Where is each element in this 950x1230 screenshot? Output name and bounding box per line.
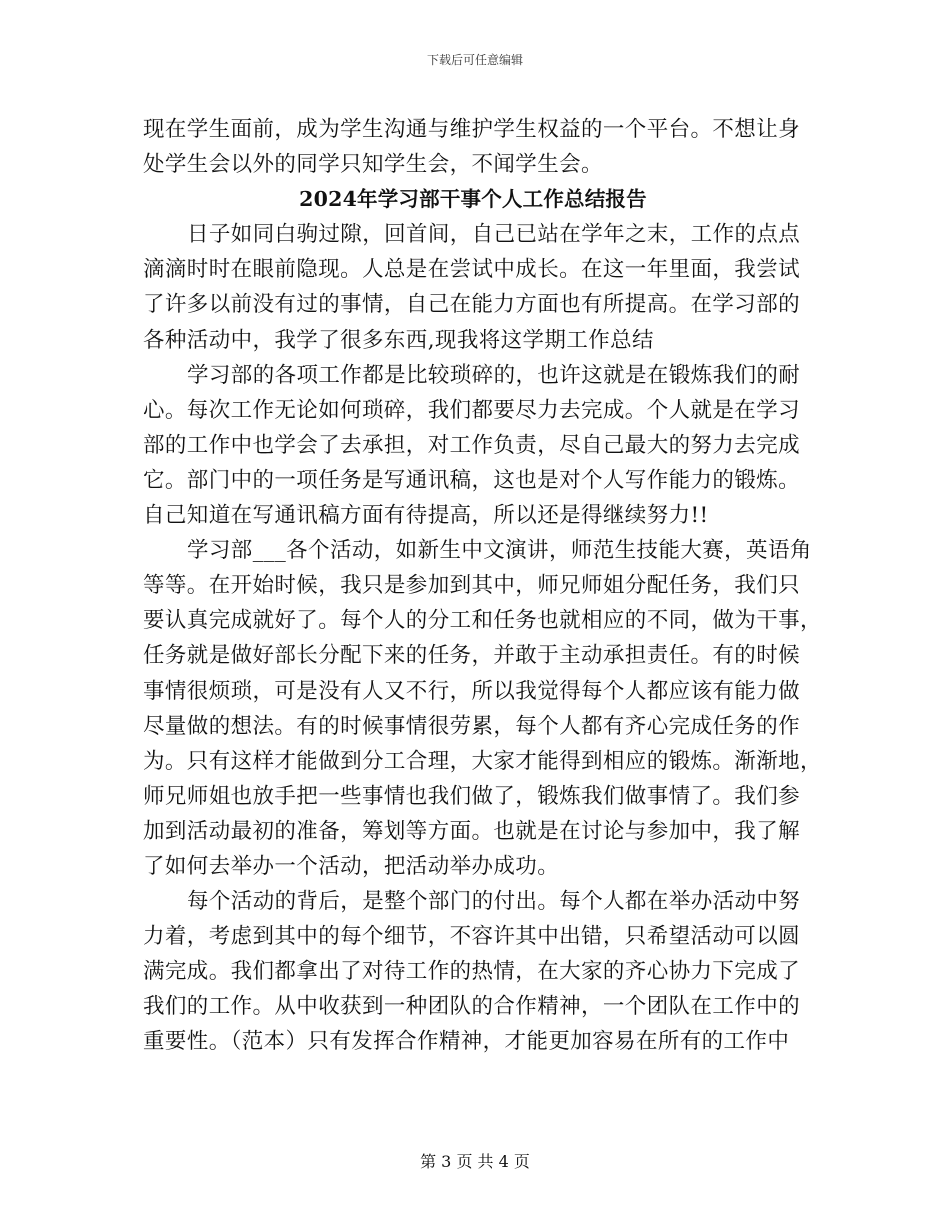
paragraph-line: 满完成。我们都拿出了对待工作的热情，在大家的齐心协力下完成了 [143,959,801,985]
section-title: 2024年学习部干事个人工作总结报告 [299,187,647,212]
paragraph-line: 了许多以前没有过的事情，自己在能力方面也有所提高。在学习部的 [143,292,801,318]
paragraph-line: 自己知道在写通讯稿方面有待提高，所以还是得继续努力!! [143,503,709,529]
paragraph [143,358,803,533]
paragraph-line: 尽量做的想法。有的时候事情很劳累，每个人都有齐心完成任务的作 [143,713,801,739]
paragraph-line: 心。每次工作无论如何琐碎，我们都要尽力去完成。个人就是在学习 [143,397,801,423]
intro-line: 处学生会以外的同学只知学生会，不闻学生会。 [143,152,603,178]
paragraph-line: 日子如同白驹过隙，回首间，自己已站在学年之末，工作的点点 [187,222,801,248]
page-header-note: 下载后可任意编辑 [426,53,523,67]
paragraph-line: 等等。在开始时候，我只是参加到其中，师兄师姐分配任务，我们只 [143,573,801,599]
paragraph-line: 每个活动的背后，是整个部门的付出。每个人都在举办活动中努 [187,889,801,915]
intro-line: 现在学生面前，成为学生沟通与维护学生权益的一个平台。不想让身 [143,117,801,142]
paragraph-line: 我们的工作。从中收获到一种团队的合作精神，一个团队在工作中的 [143,994,801,1020]
paragraph-line: 各种活动中，我学了很多东西,现我将这学期工作总结 [143,327,654,353]
paragraph-line: 事情很烦琐，可是没有人又不行，所以我觉得每个人都应该有能力做 [143,678,801,704]
paragraph-line: 力着，考虑到其中的每个细节，不容许其中出错，只希望活动可以圆 [143,924,801,950]
paragraph-line: 学习部___各个活动，如新生中文演讲，师范生技能大赛，英语角 [187,538,812,564]
paragraph-line: 要认真完成就好了。每个人的分工和任务也就相应的不同，做为干事， [143,608,822,634]
paragraph-line: 了如何去举办一个活动，把活动举办成功。 [143,853,560,879]
paragraph-line: 加到活动最初的准备，筹划等方面。也就是在讨论与参加中，我了解 [143,818,801,844]
paragraph-line: 滴滴时时在眼前隐现。人总是在尝试中成长。在这一年里面，我尝试 [143,257,801,283]
paragraph-line: 师兄师姐也放手把一些事情也我们做了，锻炼我们做事情了。我们参 [143,783,801,809]
paragraph-line: 重要性。（范本）只有发挥合作精神，才能更加容易在所有的工作中 [143,1029,790,1055]
paragraph-line: 任务就是做好部长分配下来的任务，并敢于主动承担责任。有的时候 [143,643,801,669]
paragraph-line: 部的工作中也学会了去承担，对工作负责，尽自己最大的努力去完成 [143,432,801,458]
paragraph-line: 学习部的各项工作都是比较琐碎的，也许这就是在锻炼我们的耐 [187,362,801,388]
document-body [143,112,822,1060]
paragraph [143,533,822,884]
paragraph-line: 它。部门中的一项任务是写通讯稿，这也是对个人写作能力的锻炼。 [143,467,801,493]
paragraph [143,217,803,357]
page-number: 第 3 页 共 4 页 [420,1152,530,1171]
paragraph [143,884,803,1059]
paragraph-line: 为。只有这样才能做到分工合理，大家才能得到相应的锻炼。渐渐地， [143,748,822,774]
